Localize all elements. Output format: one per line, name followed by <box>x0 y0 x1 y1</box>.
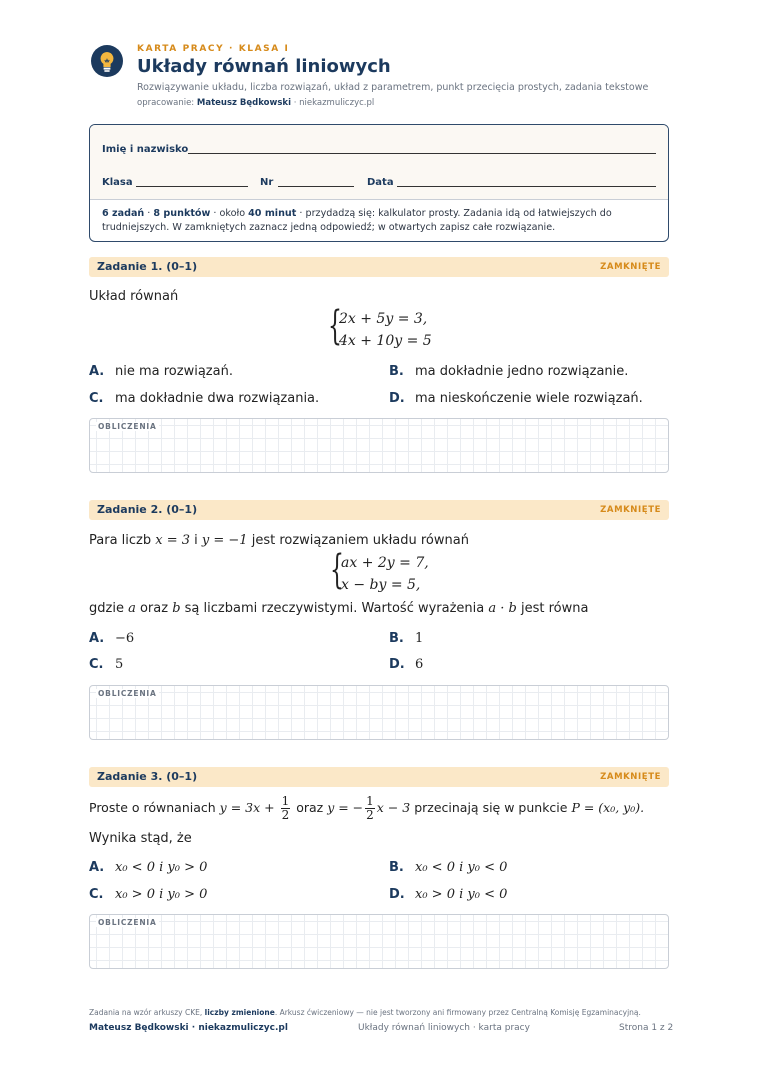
task-2-header <box>89 500 669 520</box>
task-1-option-b[interactable] <box>389 364 628 379</box>
fraction-denominator: 2 <box>366 808 374 822</box>
author-line <box>137 98 374 108</box>
math-expression: a · b <box>488 601 517 616</box>
option-letter: B. <box>389 364 404 379</box>
question-text: oraz <box>135 601 173 616</box>
task-2-intro <box>89 533 469 548</box>
brace-symbol: { <box>330 547 344 593</box>
option-text: ma dokładnie dwa rozwiązania. <box>115 391 320 406</box>
option-text: ma nieskończenie wiele rozwiązań. <box>415 391 643 406</box>
calculation-label: OBLICZENIA <box>98 918 157 927</box>
intersection-point: P = (x₀, y₀). <box>571 800 645 815</box>
option-letter: B. <box>389 860 404 875</box>
line-2-equation-start: y = − <box>327 800 364 815</box>
footer-author: Mateusz Będkowski · niekazmuliczyc.pl <box>89 1023 288 1033</box>
task-3-option-b[interactable] <box>389 860 507 875</box>
option-text: x₀ < 0 i y₀ < 0 <box>415 860 508 875</box>
worksheet-kicker: KARTA PRACY · KLASA I <box>137 44 290 54</box>
task-2-option-a[interactable] <box>89 631 134 646</box>
disclaimer-text-end: . Arkusz ćwiczeniowy — nie jest tworzony ani firmowany przez Centralną Komisję Egzaminacyjną. <box>274 1008 641 1017</box>
question-text-end: jest równa <box>516 601 589 616</box>
name-field[interactable] <box>188 153 656 154</box>
task-3-calculation-area[interactable] <box>89 914 669 969</box>
math-y-value: y = −1 <box>201 533 248 548</box>
line-1-equation: y = 3x + <box>219 800 279 815</box>
task-3-option-c[interactable] <box>89 887 207 902</box>
task-1-intro: Układ równań <box>89 289 179 304</box>
worksheet-header <box>90 42 680 112</box>
page-subtitle: Rozwiązywanie układu, liczba rozwiązań, układ z parametrem, punkt przecięcia prostych, zadania tekstowe <box>137 82 649 93</box>
option-letter: D. <box>389 887 405 902</box>
brace-symbol: { <box>328 303 342 349</box>
task-2-option-c[interactable] <box>89 657 123 672</box>
task-2-eq-1: ax + 2y = 7, <box>341 555 429 571</box>
footer-disclaimer <box>89 1008 641 1017</box>
date-label: Data <box>367 177 394 188</box>
option-text: nie ma rozwiązań. <box>115 364 233 379</box>
task-1-option-d[interactable] <box>389 391 643 406</box>
option-letter: C. <box>89 391 104 406</box>
option-text: −6 <box>115 631 135 646</box>
option-text: x₀ < 0 i y₀ > 0 <box>115 860 208 875</box>
option-letter: A. <box>89 860 105 875</box>
class-label: Klasa <box>102 177 133 188</box>
task-1-calculation-area[interactable] <box>89 418 669 473</box>
task-1-option-c[interactable] <box>89 391 319 406</box>
note-rest: · przydadzą się: kalkulator prosty. Zadania idą od łatwiejszych do trudniejszych. W zamkniętych zaznacz jedną odpowiedź; w otwartych zapisz całe rozwiązanie. <box>102 208 612 233</box>
fraction-denominator: 2 <box>281 808 290 822</box>
page-title: Układy równań liniowych <box>137 56 391 77</box>
math-var-a: a <box>128 601 136 616</box>
task-2-eq-2: x − by = 5, <box>341 577 421 593</box>
task-1-badge: ZAMKNIĘTE <box>600 262 661 272</box>
task-2-title: Zadanie 2. (0–1) <box>97 503 198 516</box>
math-x-value: x = 3 <box>155 533 191 548</box>
intro-conjunction: i <box>190 533 202 548</box>
option-letter: D. <box>389 657 405 672</box>
task-3-header <box>89 767 669 787</box>
intro-text-end: jest rozwiązaniem układu równań <box>247 533 469 548</box>
intro-text: Para liczb <box>89 533 156 548</box>
option-text: x₀ > 0 i y₀ < 0 <box>415 887 508 902</box>
note-task-count: 6 zadań <box>102 208 145 219</box>
math-var-b: b <box>172 601 181 616</box>
task-2-option-b[interactable] <box>389 631 423 646</box>
task-3-badge: ZAMKNIĘTE <box>600 772 661 782</box>
task-2-calculation-area[interactable] <box>89 685 669 740</box>
number-field[interactable] <box>278 186 354 187</box>
fraction-numerator: 1 <box>366 794 374 808</box>
calculation-label: OBLICZENIA <box>98 422 157 431</box>
task-1-eq-2: 4x + 10y = 5 <box>339 333 432 349</box>
task-2-question <box>89 601 588 616</box>
option-letter: C. <box>89 887 104 902</box>
fraction-one-half <box>281 795 291 822</box>
student-info-box <box>89 124 669 242</box>
lightbulb-icon <box>90 44 124 78</box>
option-text: 5 <box>115 657 124 672</box>
question-text: gdzie <box>89 601 129 616</box>
note-points: 8 punktów <box>153 208 211 219</box>
task-1-header <box>89 257 669 277</box>
intro-conjunction: oraz <box>292 800 328 815</box>
author-prefix: opracowanie: <box>137 98 197 108</box>
class-field[interactable] <box>136 186 248 187</box>
task-1-option-a[interactable] <box>89 364 233 379</box>
calculation-label: OBLICZENIA <box>98 689 157 698</box>
task-3-title: Zadanie 3. (0–1) <box>97 770 198 783</box>
date-field[interactable] <box>397 186 656 187</box>
page-number: Strona 1 z 2 <box>619 1023 674 1033</box>
option-letter: D. <box>389 391 405 406</box>
option-letter: B. <box>389 631 404 646</box>
author-site: · niekazmuliczyc.pl <box>291 98 375 108</box>
author-name: Mateusz Będkowski <box>196 98 292 108</box>
task-3-option-d[interactable] <box>389 887 507 902</box>
task-1-equation-system <box>328 303 448 354</box>
task-3-question: Wynika stąd, że <box>89 831 192 846</box>
task-2-option-d[interactable] <box>389 657 423 672</box>
option-text: 1 <box>415 631 424 646</box>
task-3-option-a[interactable] <box>89 860 207 875</box>
intro-text-end: przecinają się w punkcie <box>410 800 572 815</box>
footer-title: Układy równań liniowych · karta pracy <box>358 1023 530 1033</box>
option-text: 6 <box>415 657 424 672</box>
line-2-equation-end: x − 3 <box>376 800 411 815</box>
task-2-equation-system <box>330 547 450 598</box>
number-label: Nr <box>260 177 274 188</box>
intro-text: Proste o równaniach <box>89 800 220 815</box>
fraction-numerator: 1 <box>281 794 290 808</box>
note-time: 40 minut <box>248 208 297 219</box>
option-letter: A. <box>89 631 105 646</box>
instructions-note <box>102 207 658 235</box>
fraction-one-half <box>365 795 375 822</box>
task-1-title: Zadanie 1. (0–1) <box>97 260 198 273</box>
disclaimer-emphasis: liczby zmienione <box>204 1008 275 1017</box>
option-text: ma dokładnie jedno rozwiązanie. <box>415 364 629 379</box>
task-3-intro <box>89 795 644 822</box>
option-text: x₀ > 0 i y₀ > 0 <box>115 887 208 902</box>
name-label: Imię i nazwisko <box>102 144 189 155</box>
task-2-badge: ZAMKNIĘTE <box>600 505 661 515</box>
note-middle: · około <box>210 208 249 219</box>
task-1-eq-1: 2x + 5y = 3, <box>339 311 428 327</box>
disclaimer-text: Zadania na wzór arkuszy CKE, <box>89 1008 205 1017</box>
student-fields <box>90 125 668 200</box>
option-letter: C. <box>89 657 104 672</box>
note-separator: · <box>144 208 154 219</box>
option-letter: A. <box>89 364 105 379</box>
question-text: są liczbami rzeczywistymi. Wartość wyrażenia <box>180 601 489 616</box>
